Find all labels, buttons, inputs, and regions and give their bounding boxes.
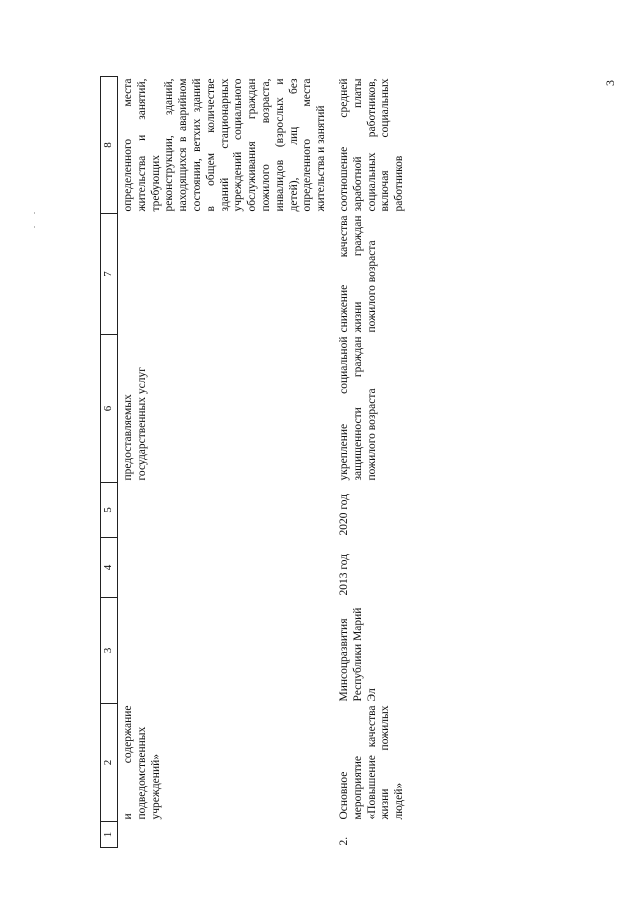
column-number: 5 — [101, 483, 118, 538]
column-number: 6 — [101, 335, 118, 483]
cell-executor — [118, 598, 333, 704]
cell-number: 2. — [338, 836, 350, 846]
table-row — [118, 77, 333, 848]
program-table — [100, 76, 407, 848]
column-number: 4 — [101, 538, 118, 598]
cell-number — [118, 822, 333, 848]
cell-expected-result: предоставляемых государственных услуг — [122, 367, 148, 481]
column-number: 2 — [101, 704, 118, 822]
table-row — [332, 77, 407, 848]
column-number: 8 — [101, 77, 118, 214]
cell-end-year — [118, 483, 333, 538]
cell-measure: Основное мероприятие «Повышение качества жизни пожилых людей» — [338, 705, 406, 820]
scan-speck — [34, 226, 35, 228]
cell-indicators: определенного места жительства и занятий, требующих реконструкции, зданий, находящихся в аварийном состоянии, ветхих зданий в общем количестве зданий стационарных учреждений социального обслуживания граждан пожилого возраста, инвалидов (взрослых и детей), лиц без определенного места жительства и занятий — [122, 78, 328, 212]
column-number-row — [101, 77, 118, 848]
column-number: 3 — [101, 598, 118, 704]
cell-start-year — [118, 538, 333, 598]
cell-consequences — [118, 214, 333, 335]
page-number: 3 — [603, 80, 617, 86]
cell-executor: Минсоцразвития Республики Марий Эл — [338, 607, 378, 702]
cell-consequences: снижение качества жизни граждан пожилого возраста — [338, 215, 378, 333]
cell-measure: и содержание подведомственных учреждений» — [122, 705, 162, 820]
cell-end-year: 2020 год — [338, 493, 350, 536]
rotated-table-container — [100, 77, 502, 848]
cell-indicators: соотношение средней заработной платы социальных работников, включая социальных работников — [338, 78, 406, 212]
column-number: 1 — [101, 822, 118, 848]
column-number: 7 — [101, 214, 118, 335]
cell-expected-result: укрепление социальной защищенности граждан пожилого возраста — [338, 336, 378, 481]
scan-speck — [34, 212, 35, 214]
cell-start-year: 2013 год — [338, 553, 350, 596]
